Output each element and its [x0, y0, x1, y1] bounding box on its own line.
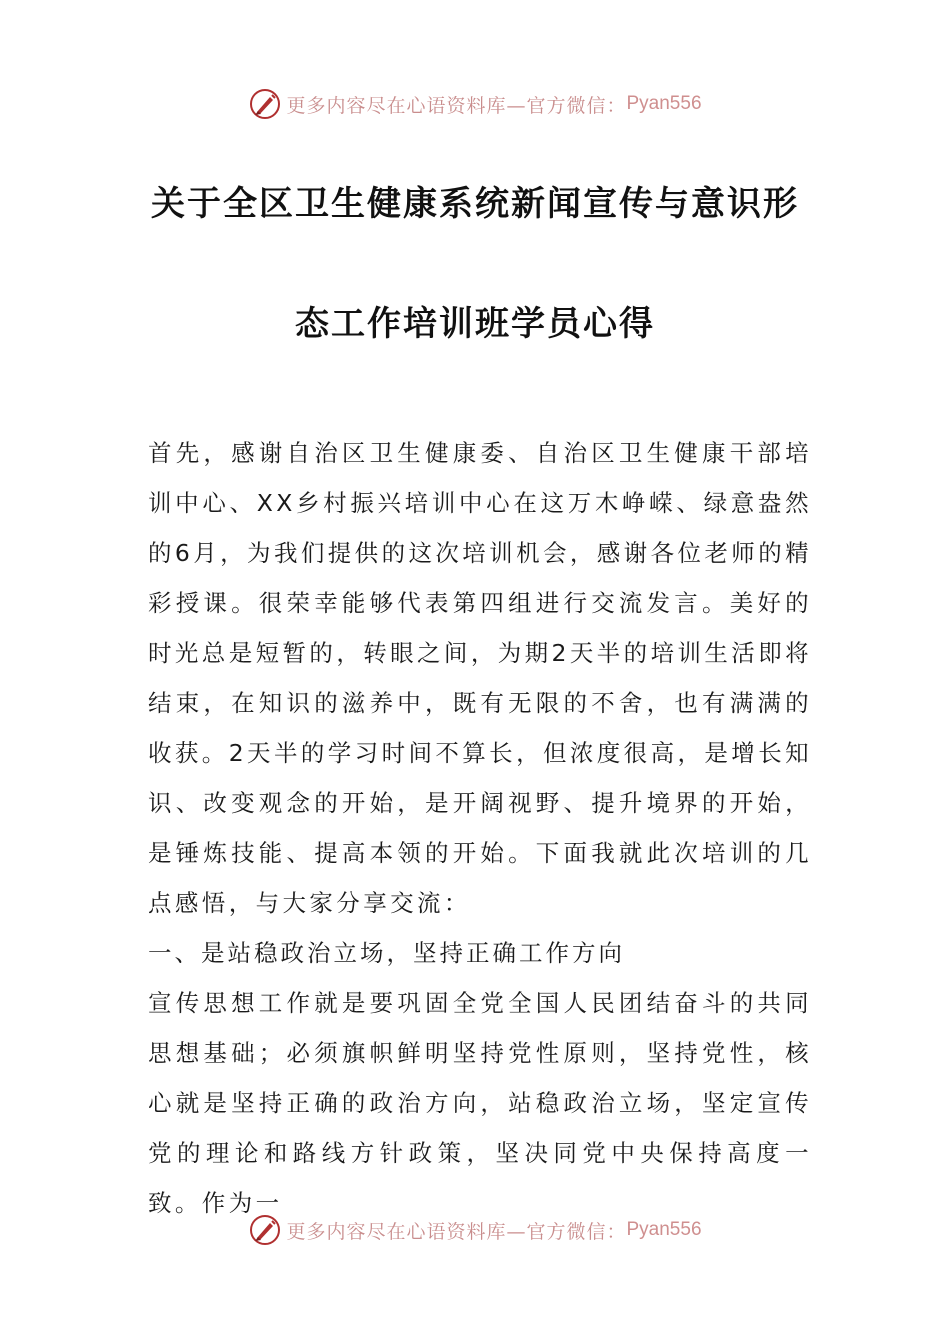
pen-logo-icon [248, 1213, 282, 1247]
paragraph-intro: 首先，感谢自治区卫生健康委、自治区卫生健康干部培训中心、XX乡村振兴培训中心在这万木峥嵘、绿意盎然的6月，为我们提供的这次培训机会，感谢各位老师的精彩授课。很荣幸能够代表第四组进行交流发言。美好的时光总是短暂的，转眼之间，为期2天半的培训生活即将结束，在知识的滋养中，既有无限的不舍，也有满满的收获。2天半的学习时间不算长，但浓度很高，是增长知识、改变观念的开始，是开阔视野、提升境界的开始，是锤炼技能、提高本领的开始。下面我就此次培训的几点感悟，与大家分享交流： [148, 439, 812, 917]
watermark-banner-top [0, 84, 950, 124]
paragraph-section1: 宣传思想工作就是要巩固全党全国人民团结奋斗的共同思想基础；必须旗帜鲜明坚持党性原则，坚持党性，核心就是坚持正确的政治方向，站稳政治立场，坚定宣传党的理论和路线方针政策，坚决同党中央保持高度一致。作为一 [148, 989, 812, 1217]
document-title-line2: 态工作培训班学员心得 [295, 304, 655, 344]
pen-logo-icon [248, 87, 282, 121]
document-body [148, 428, 812, 1228]
banner-handle: Pyan556 [626, 1219, 702, 1240]
section-heading-1: 一、是站稳政治立场，坚持正确工作方向 [148, 939, 625, 967]
watermark-banner-bottom [0, 1210, 950, 1250]
banner-text: 更多内容尽在心语资料库—官方微信： [286, 94, 627, 117]
document-title-line1: 关于全区卫生健康系统新闻宣传与意识形 [151, 184, 799, 224]
banner-text: 更多内容尽在心语资料库—官方微信： [286, 1220, 627, 1243]
banner-handle: Pyan556 [626, 93, 702, 114]
